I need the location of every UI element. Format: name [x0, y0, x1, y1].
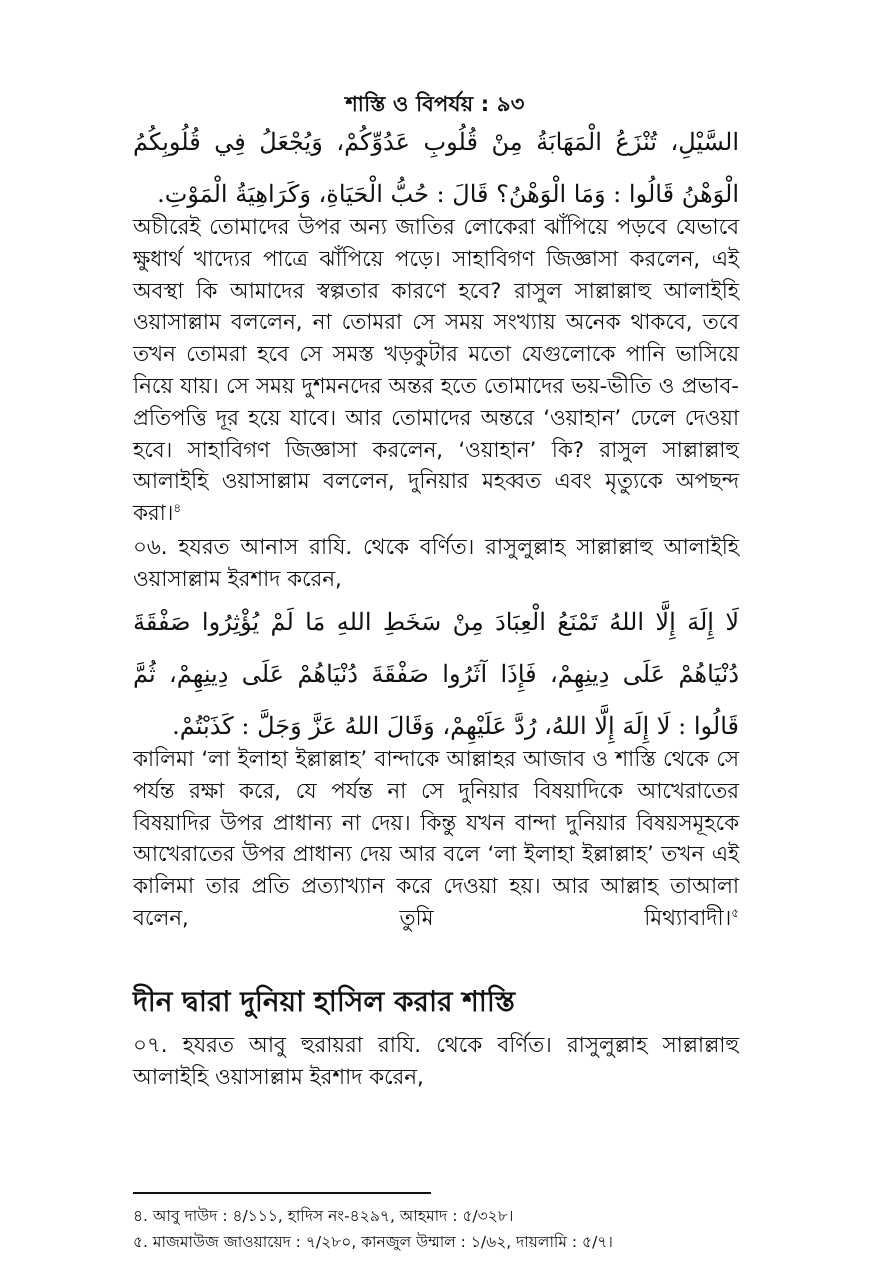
paragraph-hadith-intro-06: ০৬. হযরত আনাস রাযি. থেকে বর্ণিত। রাসুলুল্লাহ সাল্লাল্লাহু আলাইহি ওয়াসাল্লাম ইরশাদ করেন, [133, 535, 739, 592]
footnote-reference-4: ৪ [173, 501, 182, 516]
running-head: শাস্তি ও বিপর্যয় : ৯৩ [345, 92, 525, 116]
section-heading: দীন দ্বারা দুনিয়া হাসিল করার শাস্তি [133, 985, 516, 1018]
paragraph-hadith-translation-2 [133, 744, 739, 935]
footnote-reference-5: ৫ [731, 905, 739, 920]
footnote-4: ৪. আবু দাউদ : ৪/১১১, হাদিস নং-৪২৯৭, আহমাদ : ৫/৩২৮। [133, 1207, 514, 1225]
paragraph-hadith-translation-1 [133, 212, 739, 530]
footnote-5: ৫. মাজমাউজ জাওয়ায়েদ : ৭/২৮০, কানজুল উম্মাল : ১/৬২, দায়লামি : ৫/৭। [133, 1233, 613, 1251]
footnote-divider [133, 1192, 431, 1194]
paragraph-text: কালিমা ‘লা ইলাহা ইল্লাল্লাহ’ বান্দাকে আল্লাহর আজাব ও শাস্তি থেকে সে পর্যন্ত রক্ষা করে, যে পর্যন্ত না সে দুনিয়ার বিষয়াদিকে আখেরাতের বিষয়াদির উপর প্রাধান্য না দেয়। কিন্তু যখন বান্দা দুনিয়ার বিষয়সমূহকে আখেরাতের উপর প্রাধান্য দেয় আর বলে ‘লা ইলাহা ইল্লাল্লাহ’ তখন এই কালিমা তার প্রতি প্রত্যাখ্যান করে দেওয়া হয়। আর আল্লাহ তাআলা বলেন, তুমি মিথ্যাবাদী। [133, 747, 739, 931]
paragraph-text: অচীরেই তোমাদের উপর অন্য জাতির লোকেরা ঝাঁপিয়ে পড়বে যেভাবে ক্ষুধার্থ খাদ্যের পাত্রে ঝাঁপিয়ে পড়ে। সাহাবিগণ জিজ্ঞাসা করলেন, এই অবস্থা কি আমাদের স্বল্পতার কারণে হবে? রাসুল সাল্লাল্লাহু আলাইহি ওয়াসাল্লাম বললেন, না তোমরা সে সময় সংখ্যায় অনেক থাকবে, তবে তখন তোমরা হবে সে সমস্ত খড়কুটার মতো যেগুলোকে পানি ভাসিয়ে নিয়ে যায়। সে সময় দুশমনদের অন্তর হতে তোমাদের ভয়-ভীতি ও প্রভাব-প্রতিপত্তি দূর হয়ে যাবে। আর তোমাদের অন্তরে ‘ওয়াহান’ ঢেলে দেওয়া হবে। সাহাবিগণ জিজ্ঞাসা করলেন, ‘ওয়াহান’ কি? রাসুল সাল্লাল্লাহু আলাইহি ওয়াসাল্লাম বললেন, দুনিয়ার মহব্বত এবং মৃত্যুকে অপছন্দ করা। [133, 215, 739, 527]
arabic-hadith-text-1: السَّيْلِ، تُنْزَعُ الْمَهَابَةُ مِنْ قُلُوبِ عَدُوِّكُمْ، وَيُجْعَلُ فِي قُلُوبِكُمُ الْوَهْنُ قَالُوا : وَمَا الْوَهْنُ؟ قَالَ : حُبُّ الْحَيَاةِ، وَكَرَاهِيَةُ الْمَوْتِ. [133, 128, 739, 208]
paragraph-hadith-intro-07: ০৭. হযরত আবু হুরায়রা রাযি. থেকে বর্ণিত। রাসুলুল্লাহ সাল্লাল্লাহু আলাইহি ওয়াসাল্লাম ইরশাদ করেন, [133, 1033, 739, 1090]
arabic-hadith-text-2: لَا إِلَهَ إِلَّا اللهُ تَمْنَعُ الْعِبَادَ مِنْ سَخَطِ اللهِ مَا لَمْ يُؤْثِرُوا صَفْقَةَ دُنْيَاهُمْ عَلَى دِينِهِمْ، فَإِذَا آثَرُوا صَفْقَةَ دُنْيَاهُمْ عَلَى دِينِهِمْ، ثُمَّ قَالُوا : لَا إِلَهَ إِلَّا اللهُ، رُدَّ عَلَيْهِمْ، وَقَالَ اللهُ عَزَّ وَجَلَّ : كَذَبْتُمْ. [133, 608, 739, 740]
